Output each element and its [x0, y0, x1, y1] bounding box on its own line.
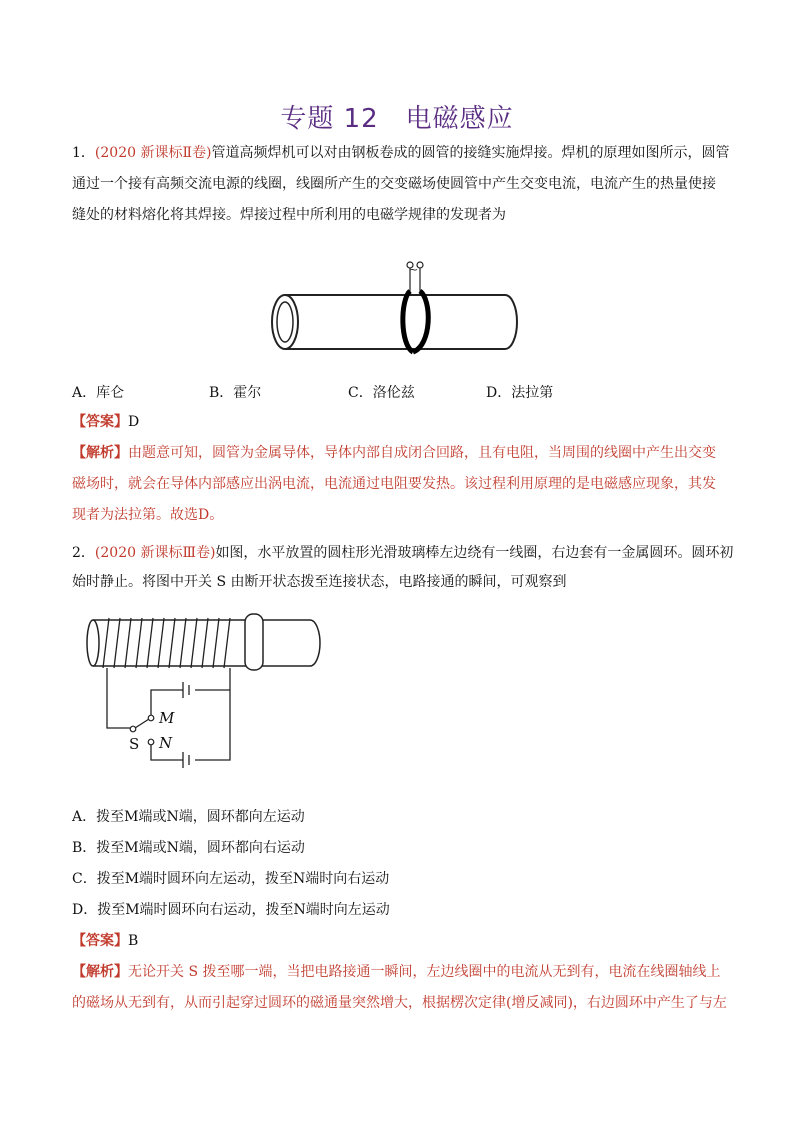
q2-figure-circuit [85, 610, 330, 780]
q2-line-2: 始时静止。将图中开关 S 由断开状态拨至连接状态，电路接通的瞬间，可观察到 [72, 574, 567, 590]
ac-source-symbol: ~ [409, 263, 419, 276]
label-n: N [159, 734, 173, 752]
q2-answer-tag: 【答案】 [72, 933, 128, 949]
q2-text-1: 如图，水平放置的圆柱形光滑玻璃棒左边绕有一线圈，右边套有一金属圆环。圆环初 [215, 545, 734, 561]
q2-analysis-2: 的磁场从无到有，从而引起穿过圆环的磁通量突然增大，根据楞次定律(增反减同)，右边圆环中产生了与左 [72, 995, 727, 1011]
q1-answer-value: D [128, 414, 140, 430]
q2-analysis-1: 【解析】无论开关 S 拨至哪一端，当把电路接通一瞬间，左边线圈中的电流从无到有，电流在线圈轴线上 [72, 964, 721, 980]
q1-source: (2020 新课标Ⅱ卷) [94, 145, 212, 161]
q1-number: 1． [72, 145, 95, 161]
label-s: S [129, 735, 140, 753]
q1-answer-tag: 【答案】 [72, 414, 128, 430]
q1-analysis-tag: 【解析】 [72, 445, 128, 461]
q1-answer [72, 412, 139, 432]
q2-line-1 [72, 543, 733, 563]
q2-analysis-tag: 【解析】 [72, 964, 128, 980]
page-title: 专题 12 电磁感应 [280, 104, 514, 134]
q1-line-3: 缝处的材料熔化将其焊接。焊接过程中所利用的电磁学规律的发现者为 [72, 207, 506, 223]
q1-option-b: B．霍尔 [209, 385, 262, 401]
q1-text-1: 管道高频焊机可以对由钢板卷成的圆管的接缝实施焊接。焊机的原理如图所示，圆管 [211, 145, 730, 161]
q2-number: 2． [72, 545, 95, 561]
q1-option-d: D．法拉第 [486, 385, 554, 401]
q2-option-b: B．拨至M端或N端，圆环都向右运动 [72, 840, 305, 856]
q2-source: (2020 新课标Ⅲ卷) [94, 545, 216, 561]
q1-analysis-3: 现者为法拉第。故选D。 [72, 507, 224, 523]
q1-option-c: C．洛伦兹 [348, 385, 415, 401]
q1-line-2: 通过一个接有高频交流电源的线圈，线圈所产生的交变磁场使圆管中产生交变电流，电流产生的热量使接 [72, 176, 716, 192]
q2-answer-value: B [128, 933, 139, 949]
q2-option-a: A．拨至M端或N端，圆环都向左运动 [72, 809, 305, 825]
label-m: M [159, 709, 175, 727]
q1-figure-pipe-coil [260, 255, 530, 360]
q1-analysis-2: 磁场时，就会在导体内部感应出涡电流，电流通过电阻要发热。该过程利用原理的是电磁感应现象，其发 [72, 476, 716, 492]
q2-option-d: D．拨至M端时圆环向右运动，拨至N端时向左运动 [72, 902, 390, 918]
q2-answer [72, 931, 138, 951]
q1-option-a: A．库仑 [72, 385, 125, 401]
q1-line-1 [72, 143, 729, 163]
q1-analysis-1: 【解析】由题意可知，圆管为金属导体，导体内部自成闭合回路，且有电阻，当周围的线圈中产生出交变 [72, 445, 716, 461]
q2-option-c: C．拨至M端时圆环向左运动，拨至N端时向右运动 [72, 871, 390, 887]
